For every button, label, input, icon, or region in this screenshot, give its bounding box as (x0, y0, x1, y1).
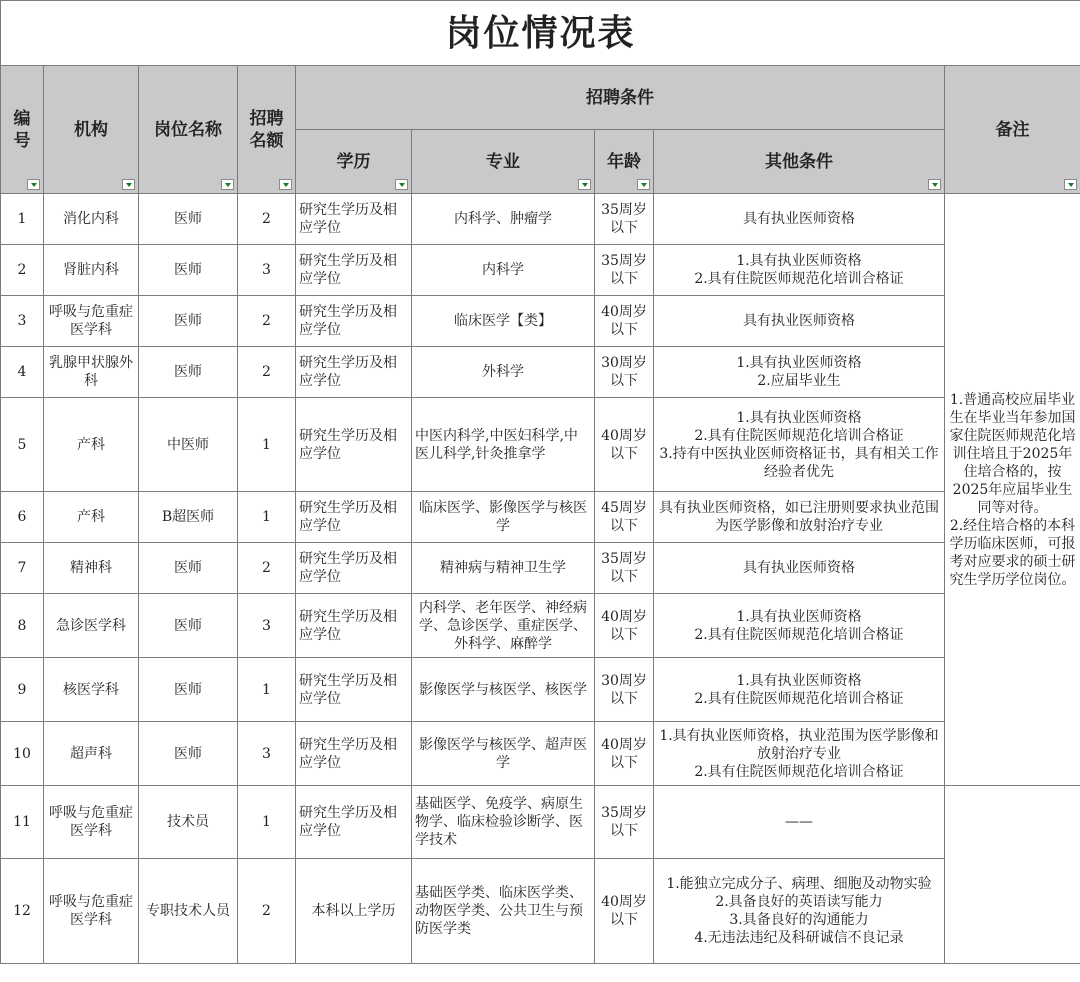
cell-age: 40周岁以下 (595, 296, 654, 347)
cell-no: 12 (1, 859, 44, 964)
cell-major: 临床医学【类】 (412, 296, 595, 347)
cell-other: 1.具有执业医师资格 2.具有住院医师规范化培训合格证 3.持有中医执业医师资格证书，具有相关工作经验者优先 (654, 398, 945, 492)
header-major-label: 专业 (486, 151, 520, 172)
cell-edu: 研究生学历及相应学位 (296, 194, 412, 245)
cell-dept: 核医学科 (44, 658, 139, 722)
cell-age: 30周岁以下 (595, 347, 654, 398)
cell-no: 7 (1, 543, 44, 594)
header-other-label: 其他条件 (765, 151, 833, 172)
cell-quota: 2 (238, 859, 296, 964)
header-post-label: 岗位名称 (154, 119, 222, 140)
cell-major: 影像医学与核医学、超声医学 (412, 722, 595, 786)
cell-remark-empty (945, 786, 1080, 964)
cell-other: 具有执业医师资格 (654, 194, 945, 245)
header-quota (238, 66, 296, 194)
cell-post: 中医师 (139, 398, 238, 492)
cell-dept: 消化内科 (44, 194, 139, 245)
header-no (1, 66, 44, 194)
cell-dept: 呼吸与危重症医学科 (44, 859, 139, 964)
table-row (1, 296, 1080, 347)
cell-quota: 2 (238, 296, 296, 347)
cell-age: 35周岁以下 (595, 543, 654, 594)
header-no-label: 编号 (13, 108, 31, 151)
cell-major: 临床医学、影像医学与核医学 (412, 492, 595, 543)
cell-edu: 研究生学历及相应学位 (296, 658, 412, 722)
cell-dept: 呼吸与危重症医学科 (44, 786, 139, 859)
table-row (1, 722, 1080, 786)
cell-no: 3 (1, 296, 44, 347)
cell-edu: 研究生学历及相应学位 (296, 245, 412, 296)
table-row (1, 347, 1080, 398)
cell-no: 8 (1, 594, 44, 658)
cell-no: 4 (1, 347, 44, 398)
table-row (1, 398, 1080, 492)
table-row (1, 658, 1080, 722)
filter-dropdown-icon[interactable] (1064, 179, 1077, 190)
cell-quota: 3 (238, 594, 296, 658)
filter-dropdown-icon[interactable] (27, 179, 40, 190)
cell-major: 影像医学与核医学、核医学 (412, 658, 595, 722)
cell-dept: 急诊医学科 (44, 594, 139, 658)
header-remark (945, 66, 1080, 194)
cell-age: 35周岁以下 (595, 194, 654, 245)
table-row (1, 594, 1080, 658)
header-major (412, 130, 595, 194)
cell-post: 医师 (139, 658, 238, 722)
cell-post: 医师 (139, 296, 238, 347)
header-remark-label: 备注 (995, 119, 1030, 140)
cell-dept: 产科 (44, 492, 139, 543)
filter-dropdown-icon[interactable] (395, 179, 408, 190)
header-age-label: 年龄 (607, 151, 641, 172)
cell-quota: 3 (238, 722, 296, 786)
filter-dropdown-icon[interactable] (122, 179, 135, 190)
cell-post: 医师 (139, 722, 238, 786)
cell-other: 1.具有执业医师资格，执业范围为医学影像和放射治疗专业 2.具有住院医师规范化培训合格证 (654, 722, 945, 786)
cell-post: 技术员 (139, 786, 238, 859)
cell-dept: 呼吸与危重症医学科 (44, 296, 139, 347)
cell-major: 精神病与精神卫生学 (412, 543, 595, 594)
cell-dept: 超声科 (44, 722, 139, 786)
cell-no: 10 (1, 722, 44, 786)
filter-dropdown-icon[interactable] (928, 179, 941, 190)
cell-age: 30周岁以下 (595, 658, 654, 722)
cell-major: 中医内科学,中医妇科学,中医儿科学,针灸推拿学 (412, 398, 595, 492)
header-quota-label: 招聘名额 (249, 108, 284, 151)
cell-age: 40周岁以下 (595, 594, 654, 658)
cell-major: 内科学、老年医学、神经病学、急诊医学、重症医学、外科学、麻醉学 (412, 594, 595, 658)
cell-edu: 研究生学历及相应学位 (296, 722, 412, 786)
cell-post: B超医师 (139, 492, 238, 543)
header-post (139, 66, 238, 194)
cell-major: 外科学 (412, 347, 595, 398)
header-age (595, 130, 654, 194)
table-row (1, 786, 1080, 859)
cell-quota: 2 (238, 543, 296, 594)
filter-dropdown-icon[interactable] (221, 179, 234, 190)
table-row (1, 492, 1080, 543)
header-edu (296, 130, 412, 194)
cell-edu: 研究生学历及相应学位 (296, 786, 412, 859)
cell-other: 具有执业医师资格 (654, 296, 945, 347)
cell-major: 基础医学类、临床医学类、动物医学类、公共卫生与预防医学类 (412, 859, 595, 964)
cell-other: 1.具有执业医师资格 2.具有住院医师规范化培训合格证 (654, 594, 945, 658)
cell-edu: 研究生学历及相应学位 (296, 543, 412, 594)
cell-quota: 1 (238, 786, 296, 859)
cell-quota: 3 (238, 245, 296, 296)
cell-remark: 1.普通高校应届毕业生在毕业当年参加国家住院医师规范化培训住培且于2025年住培合格的，按2025年应届毕业生同等对待。 2.经住培合格的本科学历临床医师，可报考对应要求的硕士研究生学历学位岗位。 (945, 194, 1080, 786)
cell-edu: 研究生学历及相应学位 (296, 347, 412, 398)
cell-other: —— (654, 786, 945, 859)
cell-other: 具有执业医师资格，如已注册则要求执业范围为医学影像和放射治疗专业 (654, 492, 945, 543)
cell-edu: 研究生学历及相应学位 (296, 492, 412, 543)
cell-other: 1.具有执业医师资格 2.应届毕业生 (654, 347, 945, 398)
cell-quota: 2 (238, 347, 296, 398)
cell-other: 1.具有执业医师资格 2.具有住院医师规范化培训合格证 (654, 658, 945, 722)
cell-major: 内科学、肿瘤学 (412, 194, 595, 245)
header-other (654, 130, 945, 194)
table-row (1, 543, 1080, 594)
cell-edu: 研究生学历及相应学位 (296, 398, 412, 492)
table-row (1, 245, 1080, 296)
header-dept-label: 机构 (74, 119, 108, 140)
cell-age: 40周岁以下 (595, 722, 654, 786)
cell-age: 45周岁以下 (595, 492, 654, 543)
cell-dept: 产科 (44, 398, 139, 492)
cell-major: 基础医学、免疫学、病原生物学、临床检验诊断学、医学技术 (412, 786, 595, 859)
filter-dropdown-icon[interactable] (578, 179, 591, 190)
cell-dept: 乳腺甲状腺外科 (44, 347, 139, 398)
cell-other: 1.能独立完成分子、病理、细胞及动物实验 2.具备良好的英语读写能力 3.具备良好的沟通能力 4.无违法违纪及科研诚信不良记录 (654, 859, 945, 964)
cell-no: 9 (1, 658, 44, 722)
header-dept (44, 66, 139, 194)
cell-post: 医师 (139, 194, 238, 245)
cell-no: 2 (1, 245, 44, 296)
cell-quota: 2 (238, 194, 296, 245)
table-title: 岗位情况表 (1, 1, 1080, 66)
cell-post: 医师 (139, 347, 238, 398)
cell-no: 11 (1, 786, 44, 859)
cell-age: 40周岁以下 (595, 398, 654, 492)
header-conditions: 招聘条件 (296, 66, 945, 130)
cell-dept: 精神科 (44, 543, 139, 594)
cell-quota: 1 (238, 398, 296, 492)
cell-post: 专职技术人员 (139, 859, 238, 964)
table-row (1, 859, 1080, 964)
cell-age: 35周岁以下 (595, 245, 654, 296)
cell-major: 内科学 (412, 245, 595, 296)
filter-dropdown-icon[interactable] (637, 179, 650, 190)
cell-edu: 研究生学历及相应学位 (296, 594, 412, 658)
cell-age: 40周岁以下 (595, 859, 654, 964)
cell-quota: 1 (238, 492, 296, 543)
cell-post: 医师 (139, 543, 238, 594)
cell-no: 1 (1, 194, 44, 245)
cell-no: 5 (1, 398, 44, 492)
cell-post: 医师 (139, 245, 238, 296)
table-row (1, 194, 1080, 245)
cell-edu: 研究生学历及相应学位 (296, 296, 412, 347)
cell-dept: 肾脏内科 (44, 245, 139, 296)
cell-no: 6 (1, 492, 44, 543)
filter-dropdown-icon[interactable] (279, 179, 292, 190)
header-edu-label: 学历 (336, 151, 371, 172)
cell-quota: 1 (238, 658, 296, 722)
cell-other: 具有执业医师资格 (654, 543, 945, 594)
cell-post: 医师 (139, 594, 238, 658)
cell-edu: 本科以上学历 (296, 859, 412, 964)
cell-other: 1.具有执业医师资格 2.具有住院医师规范化培训合格证 (654, 245, 945, 296)
cell-age: 35周岁以下 (595, 786, 654, 859)
